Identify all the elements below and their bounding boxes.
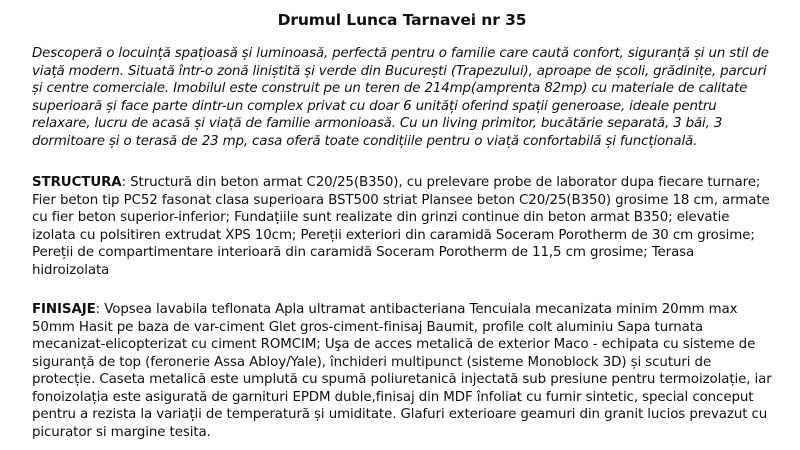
finisaje-label: FINISAJE xyxy=(32,302,96,317)
intro-paragraph: Descoperă o locuință spațioasă și luminoasă, perfectă pentru o familie care caută confort, siguranță și un stil de viață modern. Situată într-o zonă liniștită și verde din București (Trapezului), aproape de școli, grădinițe, parcuri și centre comerciale. Imobilul este construit pe un teren de 214mp(amprenta 82mp) cu materiale de calitate superioară și face parte dintr-un complex privat cu doar 6 unități oferind spații generoase, ideale pentru relaxare, lucru de acasă și viață de familie armonioasă. Cu un living primitor, bucătărie separată, 3 băi, 3 dormitoare și o terasă de 23 mp, casa oferă toate condițiile pentru o viață confortabilă și funcțională. xyxy=(32,46,769,149)
finisaje-paragraph xyxy=(32,301,772,441)
finisaje-text: : Vopsea lavabila teflonata Apla ultramat antibacteriana Tencuiala mecanizata minim 20mm max 50mm Hasit pe baza de var-ciment Glet gros-ciment-finisaj Baumit, profile colt aluminiu Sapa turnata mecanizat-elicopterizat cu ciment ROMCIM; Uşa de acces metalică de exterior Maco - echipata cu sisteme de siguranță de top (feronerie Assa Abloy/Yale), închideri multipunct (sisteme Monoblock 3D) și scuturi de protecție. Caseta metalică este umplută cu spumă poliuretanică injectată sub presiune pentru termoizolație, iar fonoizolația este asigurată de garnituri EPDM duble,finisaj din MDF înfoliat cu furnir sintetic, special conceput pentru a rezista la variații de temperatură și umiditate. Glafuri exterioare geamuri din granit lucios prevazut cu picurator si margine tesita. xyxy=(32,302,772,440)
structura-label: STRUCTURA xyxy=(32,175,122,190)
structura-text: : Structură din beton armat C20/25(B350), cu prelevare probe de laborator dupa fiecare turnare; Fier beton tip PC52 fasonat clasa superioara BST500 striat Plansee beton C20/25(B350) grosime 18 cm, armate cu fier beton superior-inferior; Fundațiile sunt realizate din grinzi continue din beton armat B350; elevatie izolata cu polsitiren extrudat XPS 10cm; Pereții exteriori din caramidă Soceram Porotherm de 30 cm grosime; Pereții de compartimentare interioară din caramidă Soceram Porotherm de 11,5 cm grosime; Terasa hidroizolata xyxy=(32,175,770,278)
document-title: Drumul Lunca Tarnavei nr 35 xyxy=(277,11,527,29)
structura-paragraph xyxy=(32,174,772,279)
